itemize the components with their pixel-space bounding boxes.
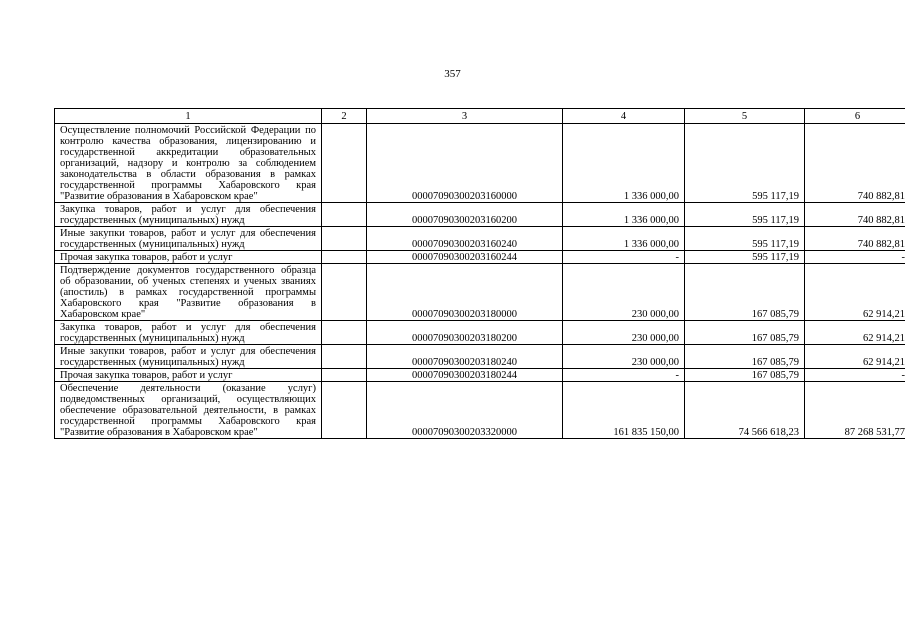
column-header: 3 (367, 109, 563, 124)
row-name-cell: Осуществление полномочий Российской Федерации по контролю качества образования, лицензированию и государственной аккредитации образовательных организаций, надзору и контролю за соблюдением законодательства в области образования в рамках государственной программы Хабаровского края "Развитие образования в Хабаровском крае" (55, 124, 322, 203)
row-code-cell: 00007090300203180240 (367, 345, 563, 369)
row-value-col5-cell: 167 085,79 (685, 264, 805, 321)
row-value-col5-cell: 74 566 618,23 (685, 382, 805, 439)
row-value-col6-cell: 740 882,81 (805, 203, 905, 227)
column-header: 2 (322, 109, 367, 124)
row-code-cell: 00007090300203160200 (367, 203, 563, 227)
row-code-cell: 00007090300203180200 (367, 321, 563, 345)
row-value-col4-cell: 161 835 150,00 (563, 382, 685, 439)
row-value-col4-cell: 230 000,00 (563, 264, 685, 321)
row-value-col4-cell: 230 000,00 (563, 345, 685, 369)
table-row (55, 321, 905, 345)
row-value-col4-cell: 1 336 000,00 (563, 227, 685, 251)
row-value-col5-cell: 167 085,79 (685, 345, 805, 369)
column-header: 5 (685, 109, 805, 124)
row-value-col4-cell: 1 336 000,00 (563, 124, 685, 203)
row-value-col4-cell: - (563, 369, 685, 382)
table-body (55, 124, 905, 439)
row-name-cell: Закупка товаров, работ и услуг для обеспечения государственных (муниципальных) нужд (55, 321, 322, 345)
table-row (55, 264, 905, 321)
row-value-col5-cell: 595 117,19 (685, 124, 805, 203)
row-value-col6-cell: 87 268 531,77 (805, 382, 905, 439)
row-col2-cell (322, 264, 367, 321)
column-header: 6 (805, 109, 905, 124)
row-code-cell: 00007090300203160240 (367, 227, 563, 251)
row-col2-cell (322, 369, 367, 382)
table-header-row (55, 109, 905, 124)
row-value-col5-cell: 595 117,19 (685, 203, 805, 227)
row-value-col6-cell: 740 882,81 (805, 124, 905, 203)
table-row (55, 369, 905, 382)
row-value-col6-cell: - (805, 369, 905, 382)
row-value-col5-cell: 167 085,79 (685, 321, 805, 345)
table-row (55, 124, 905, 203)
row-value-col6-cell: 62 914,21 (805, 264, 905, 321)
row-value-col4-cell: - (563, 251, 685, 264)
row-col2-cell (322, 321, 367, 345)
page-number: 357 (444, 68, 461, 80)
table-row (55, 203, 905, 227)
row-value-col6-cell: 62 914,21 (805, 345, 905, 369)
row-name-cell: Иные закупки товаров, работ и услуг для обеспечения государственных (муниципальных) нужд (55, 345, 322, 369)
row-col2-cell (322, 203, 367, 227)
table-row (55, 251, 905, 264)
row-value-col6-cell: 740 882,81 (805, 227, 905, 251)
row-value-col4-cell: 230 000,00 (563, 321, 685, 345)
row-col2-cell (322, 251, 367, 264)
row-name-cell: Иные закупки товаров, работ и услуг для обеспечения государственных (муниципальных) нужд (55, 227, 322, 251)
row-name-cell: Закупка товаров, работ и услуг для обеспечения государственных (муниципальных) нужд (55, 203, 322, 227)
row-value-col6-cell: 62 914,21 (805, 321, 905, 345)
table-row (55, 345, 905, 369)
row-code-cell: 00007090300203160244 (367, 251, 563, 264)
column-header: 1 (55, 109, 322, 124)
row-value-col5-cell: 595 117,19 (685, 227, 805, 251)
row-code-cell: 00007090300203160000 (367, 124, 563, 203)
row-col2-cell (322, 227, 367, 251)
row-col2-cell (322, 124, 367, 203)
row-name-cell: Обеспечение деятельности (оказание услуг) подведомственных организаций, осуществляющих обеспечение образовательной деятельности, в рамках государственной программы Хабаровского края "Развитие образования в Хабаровском крае" (55, 382, 322, 439)
row-value-col6-cell: - (805, 251, 905, 264)
row-code-cell: 00007090300203320000 (367, 382, 563, 439)
row-col2-cell (322, 345, 367, 369)
row-code-cell: 00007090300203180000 (367, 264, 563, 321)
budget-table (54, 108, 905, 439)
row-value-col4-cell: 1 336 000,00 (563, 203, 685, 227)
table-row (55, 227, 905, 251)
table-row (55, 382, 905, 439)
row-name-cell: Прочая закупка товаров, работ и услуг (55, 369, 322, 382)
row-value-col5-cell: 167 085,79 (685, 369, 805, 382)
column-header: 4 (563, 109, 685, 124)
row-name-cell: Прочая закупка товаров, работ и услуг (55, 251, 322, 264)
row-col2-cell (322, 382, 367, 439)
row-code-cell: 00007090300203180244 (367, 369, 563, 382)
row-name-cell: Подтверждение документов государственного образца об образовании, об ученых степенях и ученых званиях (апостиль) в рамках государственной программы Хабаровского края "Развитие образования в Хабаровском крае" (55, 264, 322, 321)
row-value-col5-cell: 595 117,19 (685, 251, 805, 264)
